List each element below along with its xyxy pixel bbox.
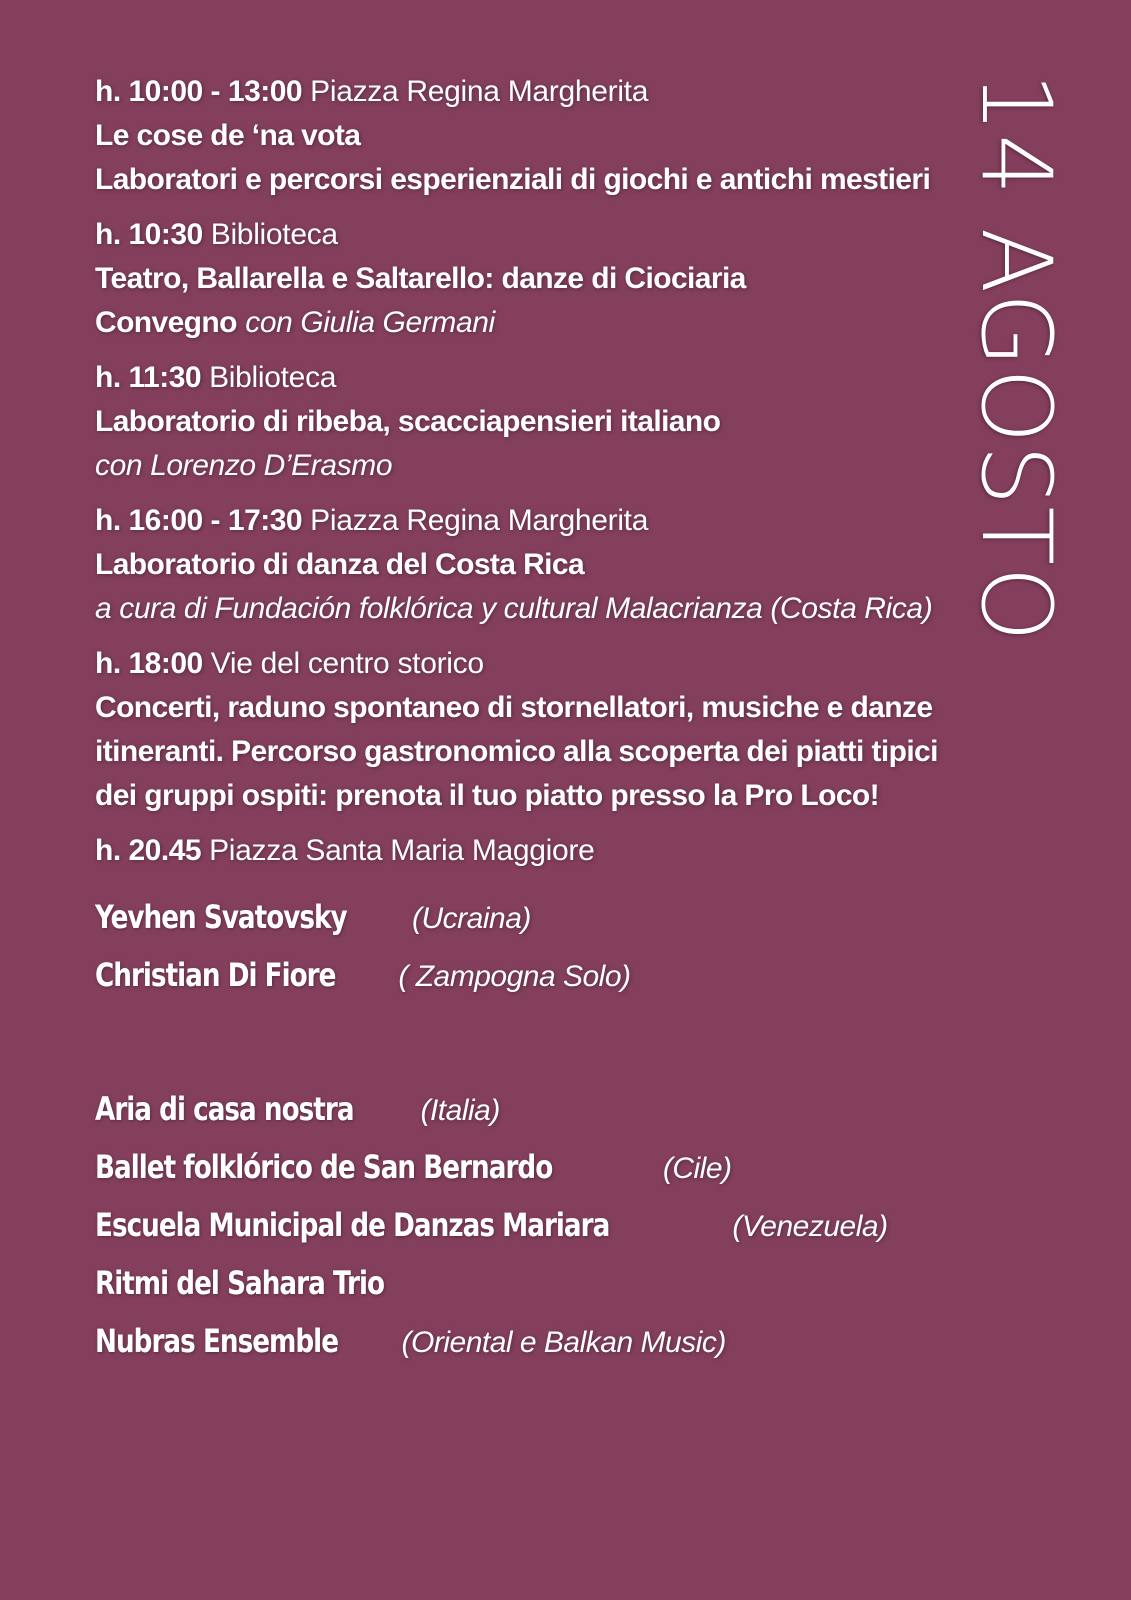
- group-origin: (Oriental e Balkan Music): [401, 1326, 726, 1359]
- date-heading: 14 AGOSTO: [960, 72, 1072, 643]
- event-header: [95, 642, 965, 686]
- event-title: Teatro, Ballarella e Saltarello: danze di Ciociaria: [95, 262, 746, 295]
- group-origin: (Cile): [662, 1152, 732, 1185]
- event-place: Biblioteca: [209, 361, 337, 394]
- event-time: h. 10:30: [95, 218, 203, 251]
- event-time: h. 11:30: [95, 361, 202, 394]
- event-line: [95, 444, 965, 488]
- event-note: con Lorenzo D’Erasmo: [95, 449, 393, 482]
- event-item: [95, 829, 965, 873]
- event-item: [95, 70, 965, 202]
- event-title: Le cose de ‘na vota: [95, 119, 361, 152]
- event-place: Piazza Regina Margherita: [310, 504, 649, 537]
- event-line: [95, 686, 965, 818]
- artist-name: Christian Di Fiore: [95, 956, 336, 994]
- artist-list: [95, 889, 965, 1005]
- group-name: Escuela Municipal de Danzas Mariara: [95, 1206, 610, 1244]
- event-place: Piazza Regina Margherita: [310, 75, 649, 108]
- event-item: [95, 213, 965, 345]
- spacer: [95, 1005, 965, 1065]
- event-line: [95, 114, 965, 158]
- event-time: h. 18:00: [95, 647, 203, 680]
- event-line: [95, 301, 965, 345]
- group-item: [95, 1313, 965, 1371]
- event-line: [95, 158, 965, 202]
- event-line: [95, 543, 965, 587]
- group-item: [95, 1081, 965, 1139]
- event-title: Laboratorio di danza del Costa Rica: [95, 548, 585, 581]
- group-item: [95, 1255, 965, 1313]
- group-item: [95, 1139, 965, 1197]
- event-title: Concerti, raduno spontaneo di stornellatori, musiche e danze itineranti. Percorso gastronomico alla scoperta dei piatti tipici dei gruppi ospiti: prenota il tuo piatto presso la Pro Loco!: [95, 691, 938, 812]
- event-item: [95, 356, 965, 488]
- event-line: [95, 587, 965, 631]
- event-line: [95, 257, 965, 301]
- group-origin: (Venezuela): [732, 1210, 888, 1243]
- group-name: Aria di casa nostra: [95, 1090, 354, 1128]
- event-title: Laboratorio di ribeba, scacciapensieri italiano: [95, 405, 721, 438]
- artist-item: [95, 889, 965, 947]
- group-name: Nubras Ensemble: [95, 1322, 339, 1360]
- artist-origin: (Ucraina): [412, 902, 531, 935]
- event-place: Piazza Santa Maria Maggiore: [209, 834, 595, 867]
- event-item: [95, 642, 965, 818]
- event-header: [95, 70, 965, 114]
- group-origin: (Italia): [420, 1094, 500, 1127]
- event-header: [95, 356, 965, 400]
- artist-name: Yevhen Svatovsky: [95, 898, 347, 936]
- program-list: [95, 70, 965, 1371]
- event-title: Laboratori e percorsi esperienziali di giochi e antichi mestieri: [95, 163, 931, 196]
- event-place: Biblioteca: [210, 218, 338, 251]
- artist-origin: ( Zampogna Solo): [398, 960, 631, 993]
- event-place: Vie del centro storico: [210, 647, 484, 680]
- event-time: h. 16:00 - 17:30: [95, 504, 303, 537]
- event-note: a cura di Fundación folklórica y cultural Malacrianza (Costa Rica): [95, 592, 933, 625]
- artist-item: [95, 947, 965, 1005]
- group-list: [95, 1081, 965, 1371]
- event-header: [95, 499, 965, 543]
- event-item: [95, 499, 965, 631]
- group-name: Ritmi del Sahara Trio: [95, 1264, 385, 1302]
- group-item: [95, 1197, 965, 1255]
- event-header: [95, 213, 965, 257]
- event-note: con Giulia Germani: [245, 306, 495, 339]
- event-time: h. 10:00 - 13:00: [95, 75, 303, 108]
- event-line: [95, 400, 965, 444]
- group-name: Ballet folklórico de San Bernardo: [95, 1148, 553, 1186]
- event-header: [95, 829, 965, 873]
- event-title: Convegno: [95, 306, 237, 339]
- event-time: h. 20.45: [95, 834, 202, 867]
